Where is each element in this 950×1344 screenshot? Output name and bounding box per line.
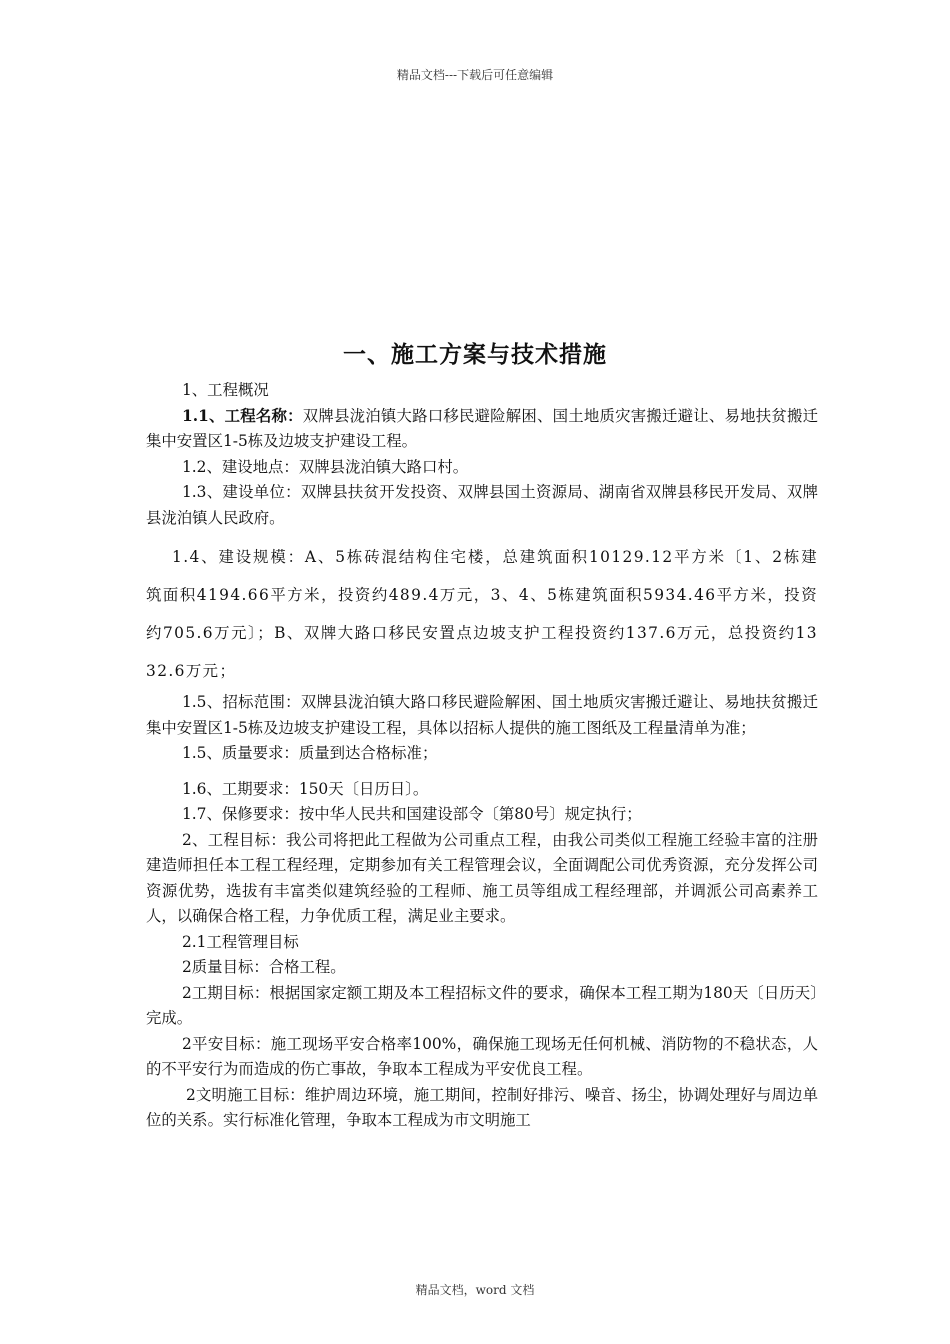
paragraph-client: 1.3、建设单位：双牌县扶贫开发投资、双牌县国土资源局、湖南省双牌县移民开发局、双牌县泷泊镇人民政府。: [146, 483, 818, 527]
paragraph-bid-scope: 1.5、招标范围：双牌县泷泊镇大路口移民避险解困、国土地质灾害搬迁避让、易地扶贫搬迁集中安置区1-5栋及边坡支护建设工程，具体以招标人提供的施工图纸及工程量清单为准；: [146, 693, 818, 737]
paragraph-scale: 1.4、建设规模：A、5栋砖混结构住宅楼，总建筑面积10129.12平方米〔1、2栋建筑面积4194.66平方米，投资约489.4万元，3、4、5栋建筑面积5934.46平方米，投资约705.6万元〕；B、双牌大路口移民安置点边坡支护工程投资约137.6万元，总投资约1332.6万元；: [146, 548, 818, 680]
paragraph-location: 1.2、建设地点：双牌县泷泊镇大路口村。: [182, 457, 469, 476]
paragraph-quality-requirement: 1.5、质量要求：质量到达合格标准；: [182, 744, 438, 762]
paragraph-schedule-goal: 2工期目标：根据国家定额工期及本工程招标文件的要求，确保本工程工期为180天〔日历天〕完成。: [146, 983, 818, 1027]
page-header: 精品文档---下载后可任意编辑: [396, 68, 554, 82]
paragraph-project-overview: 1、工程概况: [182, 381, 269, 399]
project-name-text: 双牌县泷泊镇大路口移民避险解困、国土地质灾害搬迁避让、易地扶贫搬迁集中安置区1-5栋及边坡支护建设工程。: [146, 406, 818, 450]
paragraph-civilized-construction-goal: 2文明施工目标：维护周边环境，施工期间，控制好排污、噪音、扬尘，协调处理好与周边单位的关系。实行标准化管理，争取本工程成为市文明施工: [146, 1085, 818, 1129]
page-footer: 精品文档，word 文档: [415, 1283, 535, 1297]
paragraph-quality-goal: 2质量目标：合格工程。: [182, 958, 346, 976]
paragraph-management-goals: 2.1工程管理目标: [182, 932, 299, 951]
project-name-label: 1.1、工程名称：: [182, 406, 303, 425]
paragraph-project-name: [146, 404, 818, 455]
section-title: 一、施工方案与技术措施: [343, 341, 607, 368]
document-body: [146, 378, 818, 1134]
paragraph-project-goals: 2、工程目标：我公司将把此工程做为公司重点工程，由我公司类似工程施工经验丰富的注册建造师担任本工程工程经理，定期参加有关工程管理会议，全面调配公司优秀资源，充分发挥公司资源优势，选拔有丰富类似建筑经验的工程师、施工员等组成工程经理部，并调派公司高素养工人，以确保合格工程，力争优质工程，满足业主要求。: [146, 830, 818, 925]
paragraph-safety-goal: 2平安目标：施工现场平安合格率100%，确保施工现场无任何机械、消防物的不稳状态，人的不平安行为而造成的伤亡事故，争取本工程成为平安优良工程。: [146, 1034, 818, 1078]
paragraph-warranty-requirement: 1.7、保修要求：按中华人民共和国建设部令〔第80号〕规定执行；: [182, 805, 642, 823]
paragraph-schedule-requirement: 1.6、工期要求：150天〔日历日〕。: [182, 779, 429, 798]
